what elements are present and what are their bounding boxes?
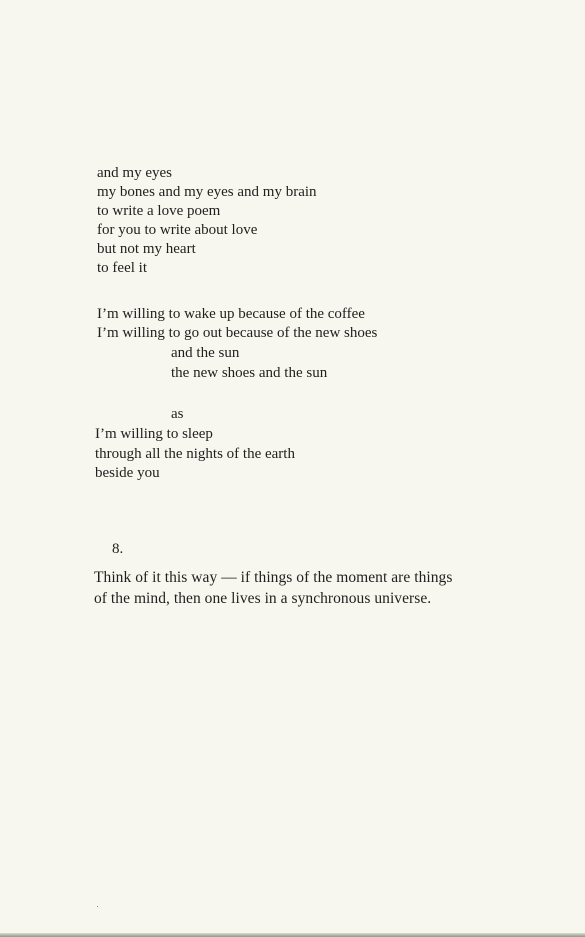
prose-line: of the mind, then one lives in a synchronous universe.: [94, 590, 432, 607]
poem-line: beside you: [95, 465, 160, 481]
poem-line: for you to write about love: [97, 222, 258, 238]
poem-line-indented: the new shoes and the sun: [171, 365, 328, 381]
poem-line: I’m willing to sleep: [95, 426, 213, 442]
poem-line-indented: and the sun: [171, 345, 240, 361]
poem-line: I’m willing to go out because of the new shoes: [97, 325, 378, 341]
poem-line: and my eyes: [97, 165, 172, 181]
poem-line: through all the nights of the earth: [95, 446, 295, 462]
poem-line: to feel it: [97, 260, 147, 276]
poem-line: my bones and my eyes and my brain: [97, 184, 317, 200]
poem-line-indented: as: [171, 406, 184, 422]
prose-line: Think of it this way — if things of the moment are things: [94, 569, 453, 586]
poem-line: but not my heart: [97, 241, 196, 257]
paper-speck: [97, 906, 98, 907]
poem-line: to write a love poem: [97, 203, 221, 219]
page-bottom-edge: [0, 933, 585, 937]
poem-line: I’m willing to wake up because of the coffee: [97, 306, 365, 322]
section-number: 8.: [112, 541, 124, 557]
